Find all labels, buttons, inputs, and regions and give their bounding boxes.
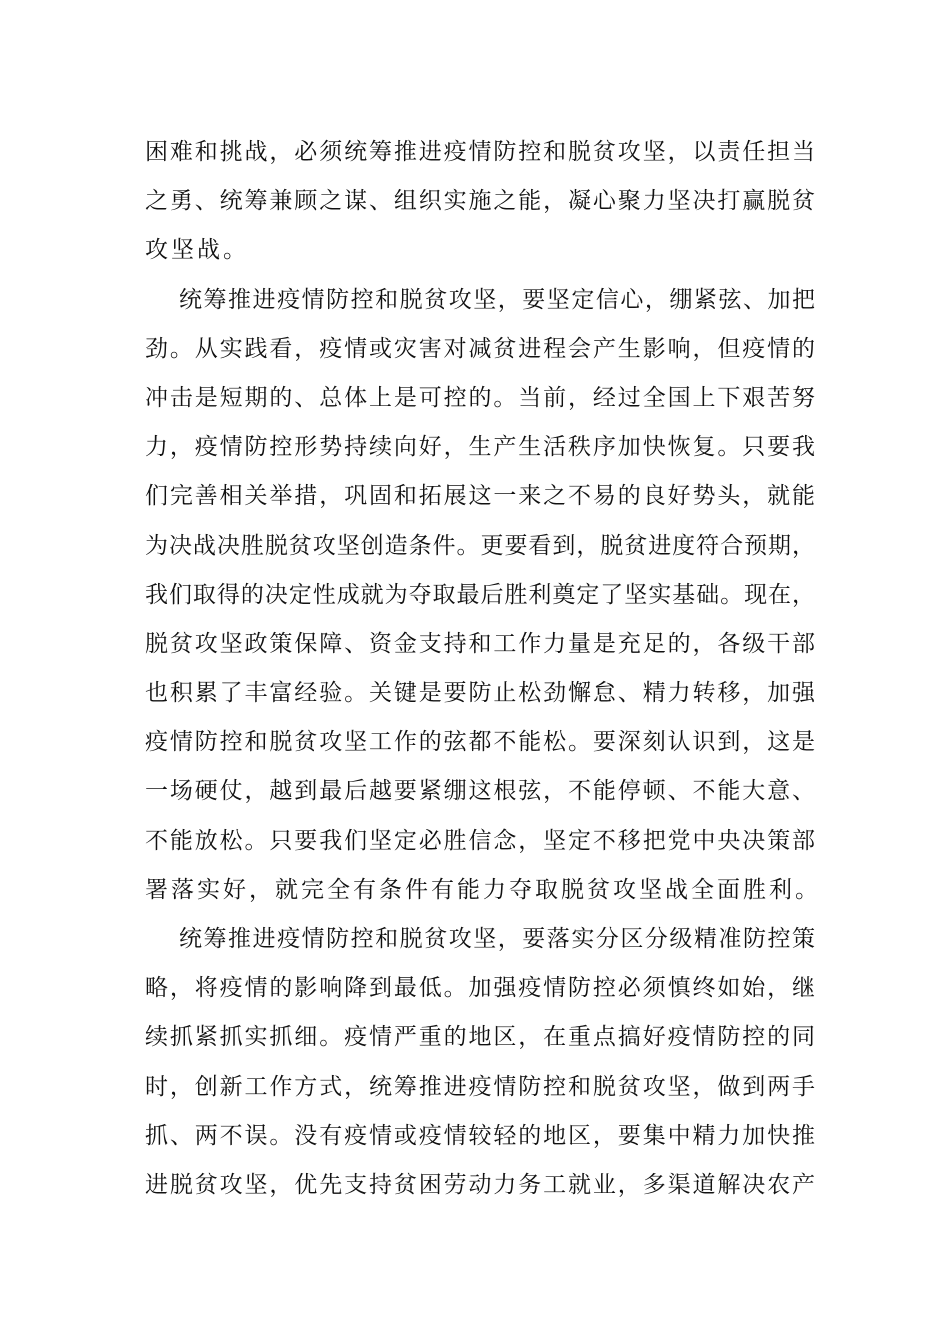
text-line: 抓、两不误。没有疫情或疫情较轻的地区，要集中精力加快推 bbox=[145, 1122, 815, 1149]
text-line: 为决战决胜脱贫攻坚创造条件。更要看到，脱贫进度符合预期， bbox=[145, 532, 815, 559]
text-line: 之勇、统筹兼顾之谋、组织实施之能，凝心聚力坚决打赢脱贫 bbox=[145, 188, 815, 215]
text-line: 署落实好，就完全有条件有能力夺取脱贫攻坚战全面胜利。 bbox=[145, 876, 821, 903]
text-line: 我们取得的决定性成就为夺取最后胜利奠定了坚实基础。现在， bbox=[145, 581, 815, 608]
text-line: 统筹推进疫情防控和脱贫攻坚，要落实分区分级精准防控策 bbox=[179, 926, 815, 952]
text-line: 进脱贫攻坚，优先支持贫困劳动力务工就业，多渠道解决农产 bbox=[145, 1171, 815, 1198]
text-line: 力，疫情防控形势持续向好，生产生活秩序加快恢复。只要我 bbox=[145, 434, 815, 461]
text-line: 时，创新工作方式，统筹推进疫情防控和脱贫攻坚，做到两手 bbox=[145, 1073, 815, 1100]
text-line: 们完善相关举措，巩固和拓展这一来之不易的良好势头，就能 bbox=[145, 483, 815, 510]
text-line: 统筹推进疫情防控和脱贫攻坚，要坚定信心，绷紧弦、加把 bbox=[179, 286, 815, 313]
text-line: 一场硬仗，越到最后越要紧绷这根弦，不能停顿、不能大意、 bbox=[145, 778, 815, 805]
text-line: 不能放松。只要我们坚定必胜信念，坚定不移把党中央决策部 bbox=[145, 827, 815, 854]
text-line: 冲击是短期的、总体上是可控的。当前，经过全国上下艰苦努 bbox=[145, 384, 815, 411]
text-line: 攻坚战。 bbox=[145, 237, 249, 264]
text-line: 困难和挑战，必须统筹推进疫情防控和脱贫攻坚，以责任担当 bbox=[145, 139, 815, 165]
text-line: 略，将疫情的影响降到最低。加强疫情防控必须慎终如始，继 bbox=[145, 975, 815, 1002]
text-line: 疫情防控和脱贫攻坚工作的弦都不能松。要深刻认识到，这是 bbox=[145, 729, 815, 756]
text-line: 脱贫攻坚政策保障、资金支持和工作力量是充足的，各级干部 bbox=[145, 630, 815, 657]
text-line: 劲。从实践看，疫情或灾害对减贫进程会产生影响，但疫情的 bbox=[145, 335, 815, 362]
document-body bbox=[145, 128, 821, 1210]
text-line: 续抓紧抓实抓细。疫情严重的地区，在重点搞好疫情防控的同 bbox=[145, 1024, 815, 1051]
text-line: 也积累了丰富经验。关键是要防止松劲懈怠、精力转移，加强 bbox=[145, 680, 815, 707]
